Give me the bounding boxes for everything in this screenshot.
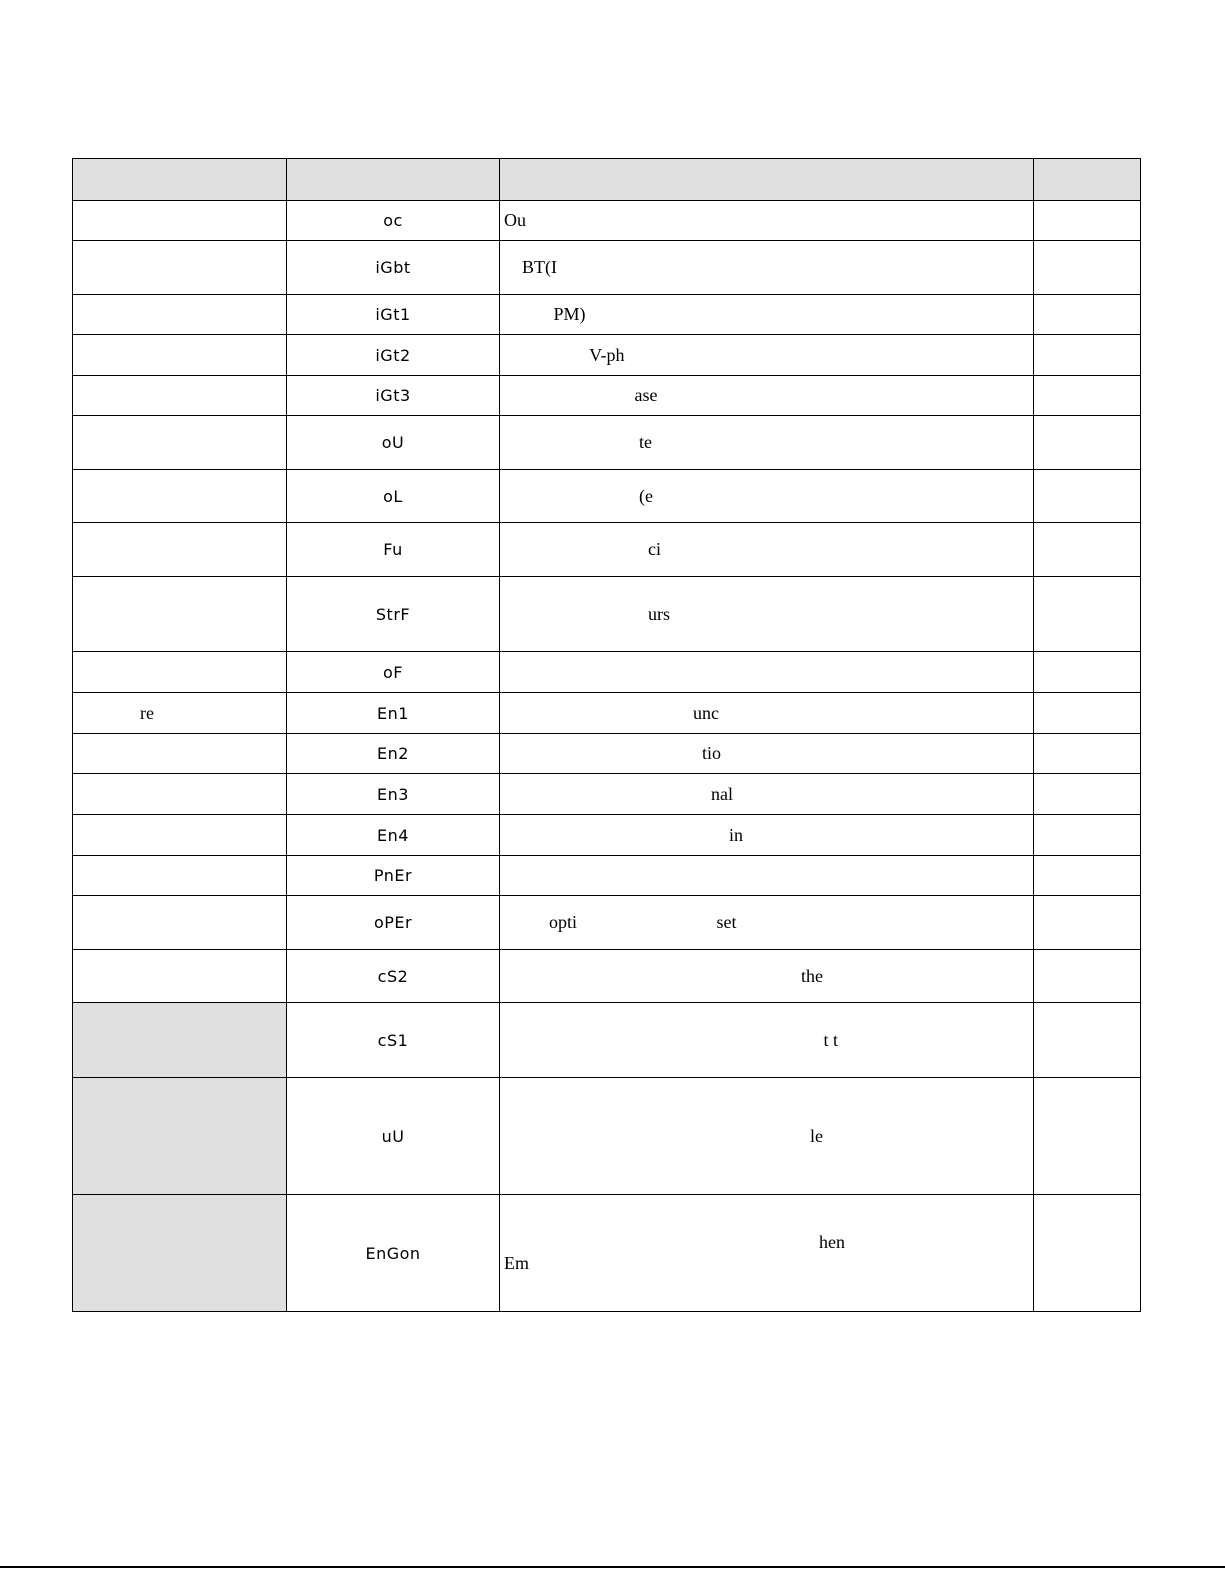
- fault-code-cell: iGt2: [287, 335, 500, 376]
- fault-name-cell: [73, 577, 287, 652]
- fault-action-cell: [1034, 1078, 1141, 1195]
- fault-action-cell: [1034, 774, 1141, 815]
- fault-code-cell: En2: [287, 734, 500, 774]
- fault-description-cell: [500, 652, 1034, 693]
- fault-code-cell: cS1: [287, 1003, 500, 1078]
- fault-description-cell: urs: [500, 577, 1034, 652]
- table-row: [73, 523, 1141, 577]
- fault-action-cell: [1034, 1003, 1141, 1078]
- header-cell-3: [500, 159, 1034, 201]
- fault-description-cell: V-ph: [500, 335, 1034, 376]
- fault-description-cell: opti set: [500, 896, 1034, 950]
- fault-action-cell: [1034, 856, 1141, 896]
- fault-code-cell: EnGon: [287, 1195, 500, 1312]
- table-row: [73, 693, 1141, 734]
- fault-description-cell: te: [500, 416, 1034, 470]
- table-row: [73, 201, 1141, 241]
- table-row: [73, 950, 1141, 1003]
- fault-code-cell: StrF: [287, 577, 500, 652]
- fault-name-cell: [73, 1195, 287, 1312]
- header-cell-2: [287, 159, 500, 201]
- table-row: [73, 376, 1141, 416]
- fault-action-cell: [1034, 734, 1141, 774]
- fault-code-cell: En4: [287, 815, 500, 856]
- fault-name-cell: [73, 523, 287, 577]
- table-row: [73, 896, 1141, 950]
- fault-description-cell: in: [500, 815, 1034, 856]
- fault-description-cell: (e: [500, 470, 1034, 523]
- fault-code-cell: En1: [287, 693, 500, 734]
- fault-description-cell: PM): [500, 295, 1034, 335]
- fault-name-cell: [73, 416, 287, 470]
- table-row: [73, 774, 1141, 815]
- fault-name-cell: re: [73, 693, 287, 734]
- fault-description-cell: ci: [500, 523, 1034, 577]
- fault-action-cell: [1034, 416, 1141, 470]
- fault-code-cell: En3: [287, 774, 500, 815]
- table-header-row: [73, 159, 1141, 201]
- fault-name-cell: [73, 1003, 287, 1078]
- table-row: [73, 470, 1141, 523]
- table-row: [73, 856, 1141, 896]
- fault-action-cell: [1034, 950, 1141, 1003]
- fault-name-cell: [73, 241, 287, 295]
- fault-name-cell: [73, 376, 287, 416]
- fault-name-cell: [73, 896, 287, 950]
- fault-description-cell: ase: [500, 376, 1034, 416]
- fault-action-cell: [1034, 577, 1141, 652]
- fault-name-cell: [73, 856, 287, 896]
- fault-description-cell: Ou: [500, 201, 1034, 241]
- fault-name-cell: [73, 1078, 287, 1195]
- fault-code-cell: oPEr: [287, 896, 500, 950]
- fault-description-cell: unc: [500, 693, 1034, 734]
- fault-description-cell: the: [500, 950, 1034, 1003]
- fault-description-cell: t t: [500, 1003, 1034, 1078]
- fault-action-cell: [1034, 652, 1141, 693]
- fault-action-cell: [1034, 523, 1141, 577]
- fault-code-cell: iGt3: [287, 376, 500, 416]
- fault-action-cell: [1034, 470, 1141, 523]
- table-row: [73, 734, 1141, 774]
- fault-code-table: [72, 158, 1141, 1312]
- fault-action-cell: [1034, 201, 1141, 241]
- fault-code-cell: uU: [287, 1078, 500, 1195]
- fault-action-cell: [1034, 241, 1141, 295]
- fault-description-cell: tio: [500, 734, 1034, 774]
- fault-name-cell: [73, 950, 287, 1003]
- table-row: [73, 416, 1141, 470]
- table-row: [73, 1078, 1141, 1195]
- fault-action-cell: [1034, 1195, 1141, 1312]
- table-row: [73, 652, 1141, 693]
- table-row: [73, 241, 1141, 295]
- fault-description-cell: le: [500, 1078, 1034, 1195]
- fault-code-cell: iGbt: [287, 241, 500, 295]
- fault-code-cell: oU: [287, 416, 500, 470]
- fault-name-cell: [73, 295, 287, 335]
- fault-name-cell: [73, 815, 287, 856]
- table-row: [73, 815, 1141, 856]
- fault-action-cell: [1034, 815, 1141, 856]
- fault-description-cell: [500, 856, 1034, 896]
- fault-name-cell: [73, 335, 287, 376]
- table-row: [73, 335, 1141, 376]
- fault-description-cell: hen Em: [500, 1195, 1034, 1312]
- fault-code-cell: PnEr: [287, 856, 500, 896]
- fault-name-cell: [73, 201, 287, 241]
- fault-action-cell: [1034, 295, 1141, 335]
- fault-code-cell: cS2: [287, 950, 500, 1003]
- fault-code-cell: oc: [287, 201, 500, 241]
- fault-name-cell: [73, 470, 287, 523]
- fault-code-cell: oL: [287, 470, 500, 523]
- fault-description-cell: BT(I: [500, 241, 1034, 295]
- fault-code-cell: Fu: [287, 523, 500, 577]
- table-row: [73, 1003, 1141, 1078]
- fault-action-cell: [1034, 693, 1141, 734]
- fault-action-cell: [1034, 335, 1141, 376]
- table-row: [73, 577, 1141, 652]
- fault-name-cell: [73, 774, 287, 815]
- table-row: [73, 1195, 1141, 1312]
- fault-action-cell: [1034, 896, 1141, 950]
- header-cell-1: [73, 159, 287, 201]
- header-cell-4: [1034, 159, 1141, 201]
- fault-action-cell: [1034, 376, 1141, 416]
- page-bottom-rule: [0, 1566, 1225, 1568]
- fault-name-cell: [73, 652, 287, 693]
- table-row: [73, 295, 1141, 335]
- fault-code-cell: iGt1: [287, 295, 500, 335]
- fault-code-cell: oF: [287, 652, 500, 693]
- fault-description-cell: nal: [500, 774, 1034, 815]
- fault-name-cell: [73, 734, 287, 774]
